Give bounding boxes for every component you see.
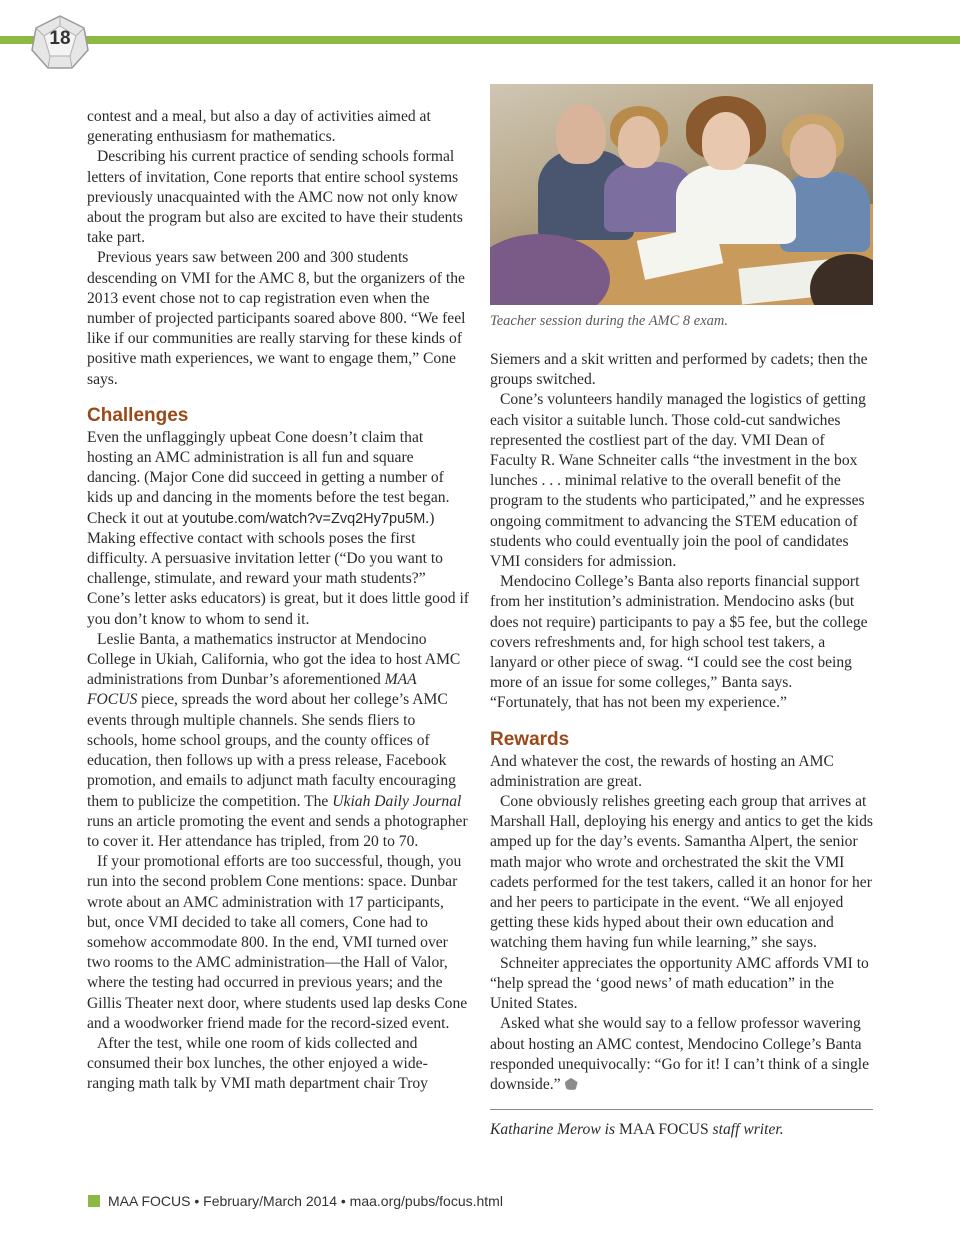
paragraph: Previous years saw between 200 and 300 students descending on VMI for the AMC 8, but the organizers of the 2013 event chose not to cap registration even when the number of projected participants soared above 800. “We feel like if our communities are really starving for these kinds of positive math experiences, we want to engage them,” Cone says.: [87, 249, 466, 388]
paragraph: After the test, while one room of kids collected and consumed their box lunches, the other enjoyed a wide-ranging math talk by VMI math department chair Troy: [87, 1034, 428, 1093]
youtube-link[interactable]: youtube.com/watch?v=Zvq2Hy7pu5M: [182, 510, 426, 527]
photo-figure: [790, 124, 836, 178]
author-byline: [490, 1120, 873, 1140]
photo-figure: [702, 112, 750, 170]
section-heading-challenges: Challenges: [87, 404, 189, 426]
text-span: piece, spreads the word about her college’s AMC events through multiple channels. She sends fliers to schools, home school groups, and the county offices of education, then follows up with a press release, Facebook promotion, and emails to adjunct math faculty encouraging them to publicize the competition. The: [87, 691, 456, 810]
text-span: Leslie Banta, a mathematics instructor at Mendocino College in Ukiah, California, who got the idea to host AMC administrations from Dunbar’s aforementioned: [87, 630, 461, 689]
teacher-session-photo: [490, 84, 873, 305]
text-span: .) Making effective contact with schools poses the first difficulty. A persuasive invitation letter (“Do you want to challenge, stimulate, and reward your math students?” Cone’s letter asks educators) is great, but it does little good if you don’t know to whom to send it.: [87, 509, 469, 628]
paragraph: [87, 630, 469, 852]
end-mark-icon: [565, 1078, 578, 1090]
footer-square-icon: [88, 1195, 100, 1207]
paragraph: Siemers and a skit written and performed by cadets; then the groups switched.: [490, 351, 868, 389]
page-number-badge: [30, 14, 90, 70]
text-span: is: [600, 1121, 619, 1139]
text-span: Asked what she would say to a fellow professor wavering about hosting an AMC contest, Mendocino College’s Banta responded unequivocally: “Go for it! I can’t think of a single downside.”: [490, 1015, 870, 1093]
right-column: [490, 350, 873, 1140]
author-name: Katharine Merow: [490, 1121, 601, 1139]
page-footer: [88, 1192, 503, 1210]
paragraph: Cone obviously relishes greeting each group that arrives at Marshall Hall, deploying his energy and antics to get the kids amped up for the day’s events. Samantha Alpert, the senior math major who wrote and orchestrated the skit the VMI cadets performed for the test takers, called it an honor for her and her peers to participate in the event. “We all enjoyed getting these kids hyped about their own education and watching them having fun while learning,” she says.: [490, 793, 873, 952]
publication-title: Ukiah Daily Journal: [332, 792, 462, 810]
byline-divider: [490, 1109, 873, 1110]
left-column: [87, 107, 469, 1095]
paragraph: contest and a meal, but also a day of activities aimed at generating enthusiasm for mathematics.: [87, 108, 431, 146]
paragraph: [87, 428, 469, 630]
text-span: runs an article promoting the event and sends a photographer to cover it. Her attendance has tripled, from 20 to 70.: [87, 812, 468, 850]
author-role: staff writer.: [708, 1121, 784, 1139]
paragraph: And whatever the cost, the rewards of hosting an AMC administration are great.: [490, 752, 834, 790]
text-span: Even the unflaggingly upbeat Cone doesn’t claim that hosting an AMC administration is all fun and square dancing. (Major Cone did succeed in getting a number of kids up and dancing in the moments before the test began. Check it out at: [87, 428, 450, 527]
paragraph: Mendocino College’s Banta also reports financial support from her institution’s administration. Mendocino asks (but does not require) participants to pay a $5 fee, but the college covers refreshments and, for high school test takers, a lanyard or other piece of swag. “I could see the cost being more of an issue for some colleges,” Banta says. “Fortunately, that has not been my experience.”: [490, 573, 868, 712]
paragraph: [490, 1014, 873, 1095]
photo-figure: [556, 104, 606, 164]
photo-caption: Teacher session during the AMC 8 exam.: [490, 313, 729, 329]
publication-name: MAA FOCUS: [618, 1121, 709, 1139]
publication-title: MAA FOCUS: [87, 671, 417, 709]
paragraph: Cone’s volunteers handily managed the logistics of getting each visitor a suitable lunch. Those cold-cut sandwiches represented the costliest part of the day. VMI Dean of Faculty R. Wane Schneiter calls “the investment in the box lunches . . . minimal relative to the overall benefit of the program to the students who participated,” and he expresses ongoing commitment to advancing the STEM education of students who could eventually join the pool of candidates VMI considers for admission.: [490, 391, 866, 571]
paragraph: Describing his current practice of sending schools formal letters of invitation, Cone reports that entire school systems previously unacquainted with the AMC now not only know about the program but also are excited to have their students take part.: [87, 148, 463, 247]
paragraph: Schneiter appreciates the opportunity AMC affords VMI to “help spread the ‘good news’ of math education” in the United States.: [490, 954, 869, 1013]
paragraph: If your promotional efforts are too successful, though, you run into the second problem Cone mentions: space. Dunbar wrote about an AMC administration with 17 participants, but, once VMI decided to take all comers, Cone had to somehow accommodate 800. In the end, VMI turned over two rooms to the AMC administration—the Hall of Valor, where the testing had occurred in previous years; and the Gillis Theater next door, where students used lap desks Cone and a woodworker friend made for the record-sized event.: [87, 853, 468, 1032]
photo-figure: [618, 116, 660, 168]
top-accent-bar: [0, 36, 960, 44]
section-heading-rewards: Rewards: [490, 728, 570, 750]
footer-text: MAA FOCUS • February/March 2014 • maa.org/pubs/focus.html: [108, 1193, 503, 1209]
page-number: 18: [49, 28, 71, 49]
